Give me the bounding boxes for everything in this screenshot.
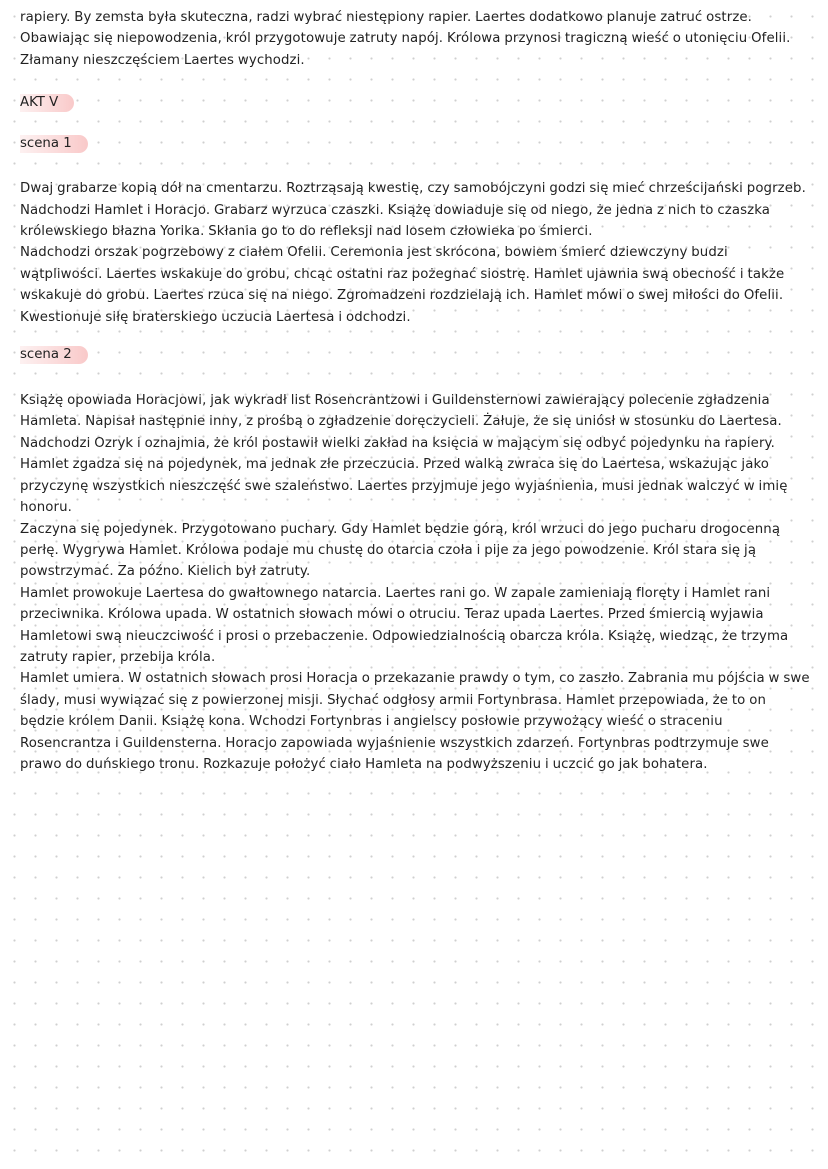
scene-2-paragraph: Hamlet umiera. W ostatnich słowach prosi Horacja o przekazanie prawdy o tym, co zaszło. Zabrania mu pójścia w swe ślady, musi wywiązać się z powierzonej misji. Słychać odgłosy armii Fortynbrasa. Hamlet przepowiada, że to on będzie królem Danii. Książę kona. Wchodzi Fortynbras i angielscy posłowie przywożący wieść o straceniu Rosencrantza i Guildensterna. Horacjo zapowiada wyjaśnienie wszystkich zdarzeń. Fortynbras podtrzymuje swe prawo do duńskiego tronu. Rozkazuje położyć ciało Hamleta na podwyższeniu i uczcić go jak bohatera. [20, 671, 810, 772]
scene-1-paragraph: Dwaj grabarze kopią dół na cmentarzu. Roztrząsają kwestię, czy samobójczyni godzi się mieć chrześcijański pogrzeb. Nadchodzi Hamlet i Horacjo. Grabarz wyrzuca czaszki. Książę dowiaduje się od niego, że jedna z nich to czaszka królewskiego błazna Yorika. Skłania go to do refleksji nad losem człowieka po śmierci. [20, 181, 806, 240]
scene-2-paragraph: Książę opowiada Horacjowi, jak wykradł list Rosencrantzowi i Guildensternowi zawierający polecenie zgładzenia Hamleta. Napisał następnie inny, z prośbą o zgładzenie doręczycieli. Żałuje, że się uniósł w stosunku do Laertesa. Nadchodzi Ozryk i oznajmia, że król postawił wielki zakład na księcia w mającym się odbyć pojedynku na rapiery. Hamlet zgadza się na pojedynek, ma jednak złe przeczucia. Przed walką zwraca się do Laertesa, wskazując jako przyczynę wszystkich nieszczęść swe szaleństwo. Laertes przyjmuje jego wyjaśnienia, musi jednak walczyć w imię honoru. [20, 393, 788, 516]
scene-2-paragraph: Zaczyna się pojedynek. Przygotowano puchary. Gdy Hamlet będzie górą, król wrzuci do jego pucharu drogocenną perłę. Wygrywa Hamlet. Królowa podaje mu chustę do otarcia czoła i pije za jego powodzenie. Król stara się ją powstrzymać. Za późno. Kielich był zatruty. [20, 521, 781, 580]
scene-2-heading: scena 2 [20, 346, 88, 364]
intro-paragraph: rapiery. By zemsta była skuteczna, radzi wybrać niestępiony rapier. Laertes dodatkowo planuje zatruć ostrze. Obawiając się niepowodzenia, król przygotowuje zatruty napój. Królowa przynosi tragiczną wieść o utonięciu Ofelii. Złamany nieszczęściem Laertes wychodzi. [20, 10, 791, 68]
scene-1-paragraph: Nadchodzi orszak pogrzebowy z ciałem Ofelii. Ceremonia jest skrócona, bowiem śmierć dziewczyny budzi wątpliwości. Laertes wskakuje do grobu, chcąc ostatni raz pożegnać siostrę. Hamlet ujawnia swą obecność i także wskakuje do grobu. Laertes rzuca się na niego. Zgromadzeni rozdzielają ich. Hamlet mówi o swej miłości do Ofelii. Kwestionuje siłę braterskiego uczucia Laertesa i odchodzi. [20, 245, 785, 325]
scene-1-text [20, 178, 812, 328]
scene-2-text [20, 390, 812, 775]
scene-2-paragraph: Hamlet prowokuje Laertesa do gwałtownego natarcia. Laertes rani go. W zapale zamieniają floręty i Hamlet rani przeciwnika. Królowa upada. W ostatnich słowach mówi o otruciu. Teraz upada Laertes. Przed śmiercią wyjawia Hamletowi swą nieuczciwość i prosi o przebaczenie. Odpowiedzialnością obarcza króla. Książę, wiedząc, że trzyma zatruty rapier, przebija króla. [20, 585, 789, 665]
act-heading: AKT V [20, 94, 74, 112]
notes-page [20, 7, 812, 775]
scene-1-heading: scena 1 [20, 135, 88, 153]
